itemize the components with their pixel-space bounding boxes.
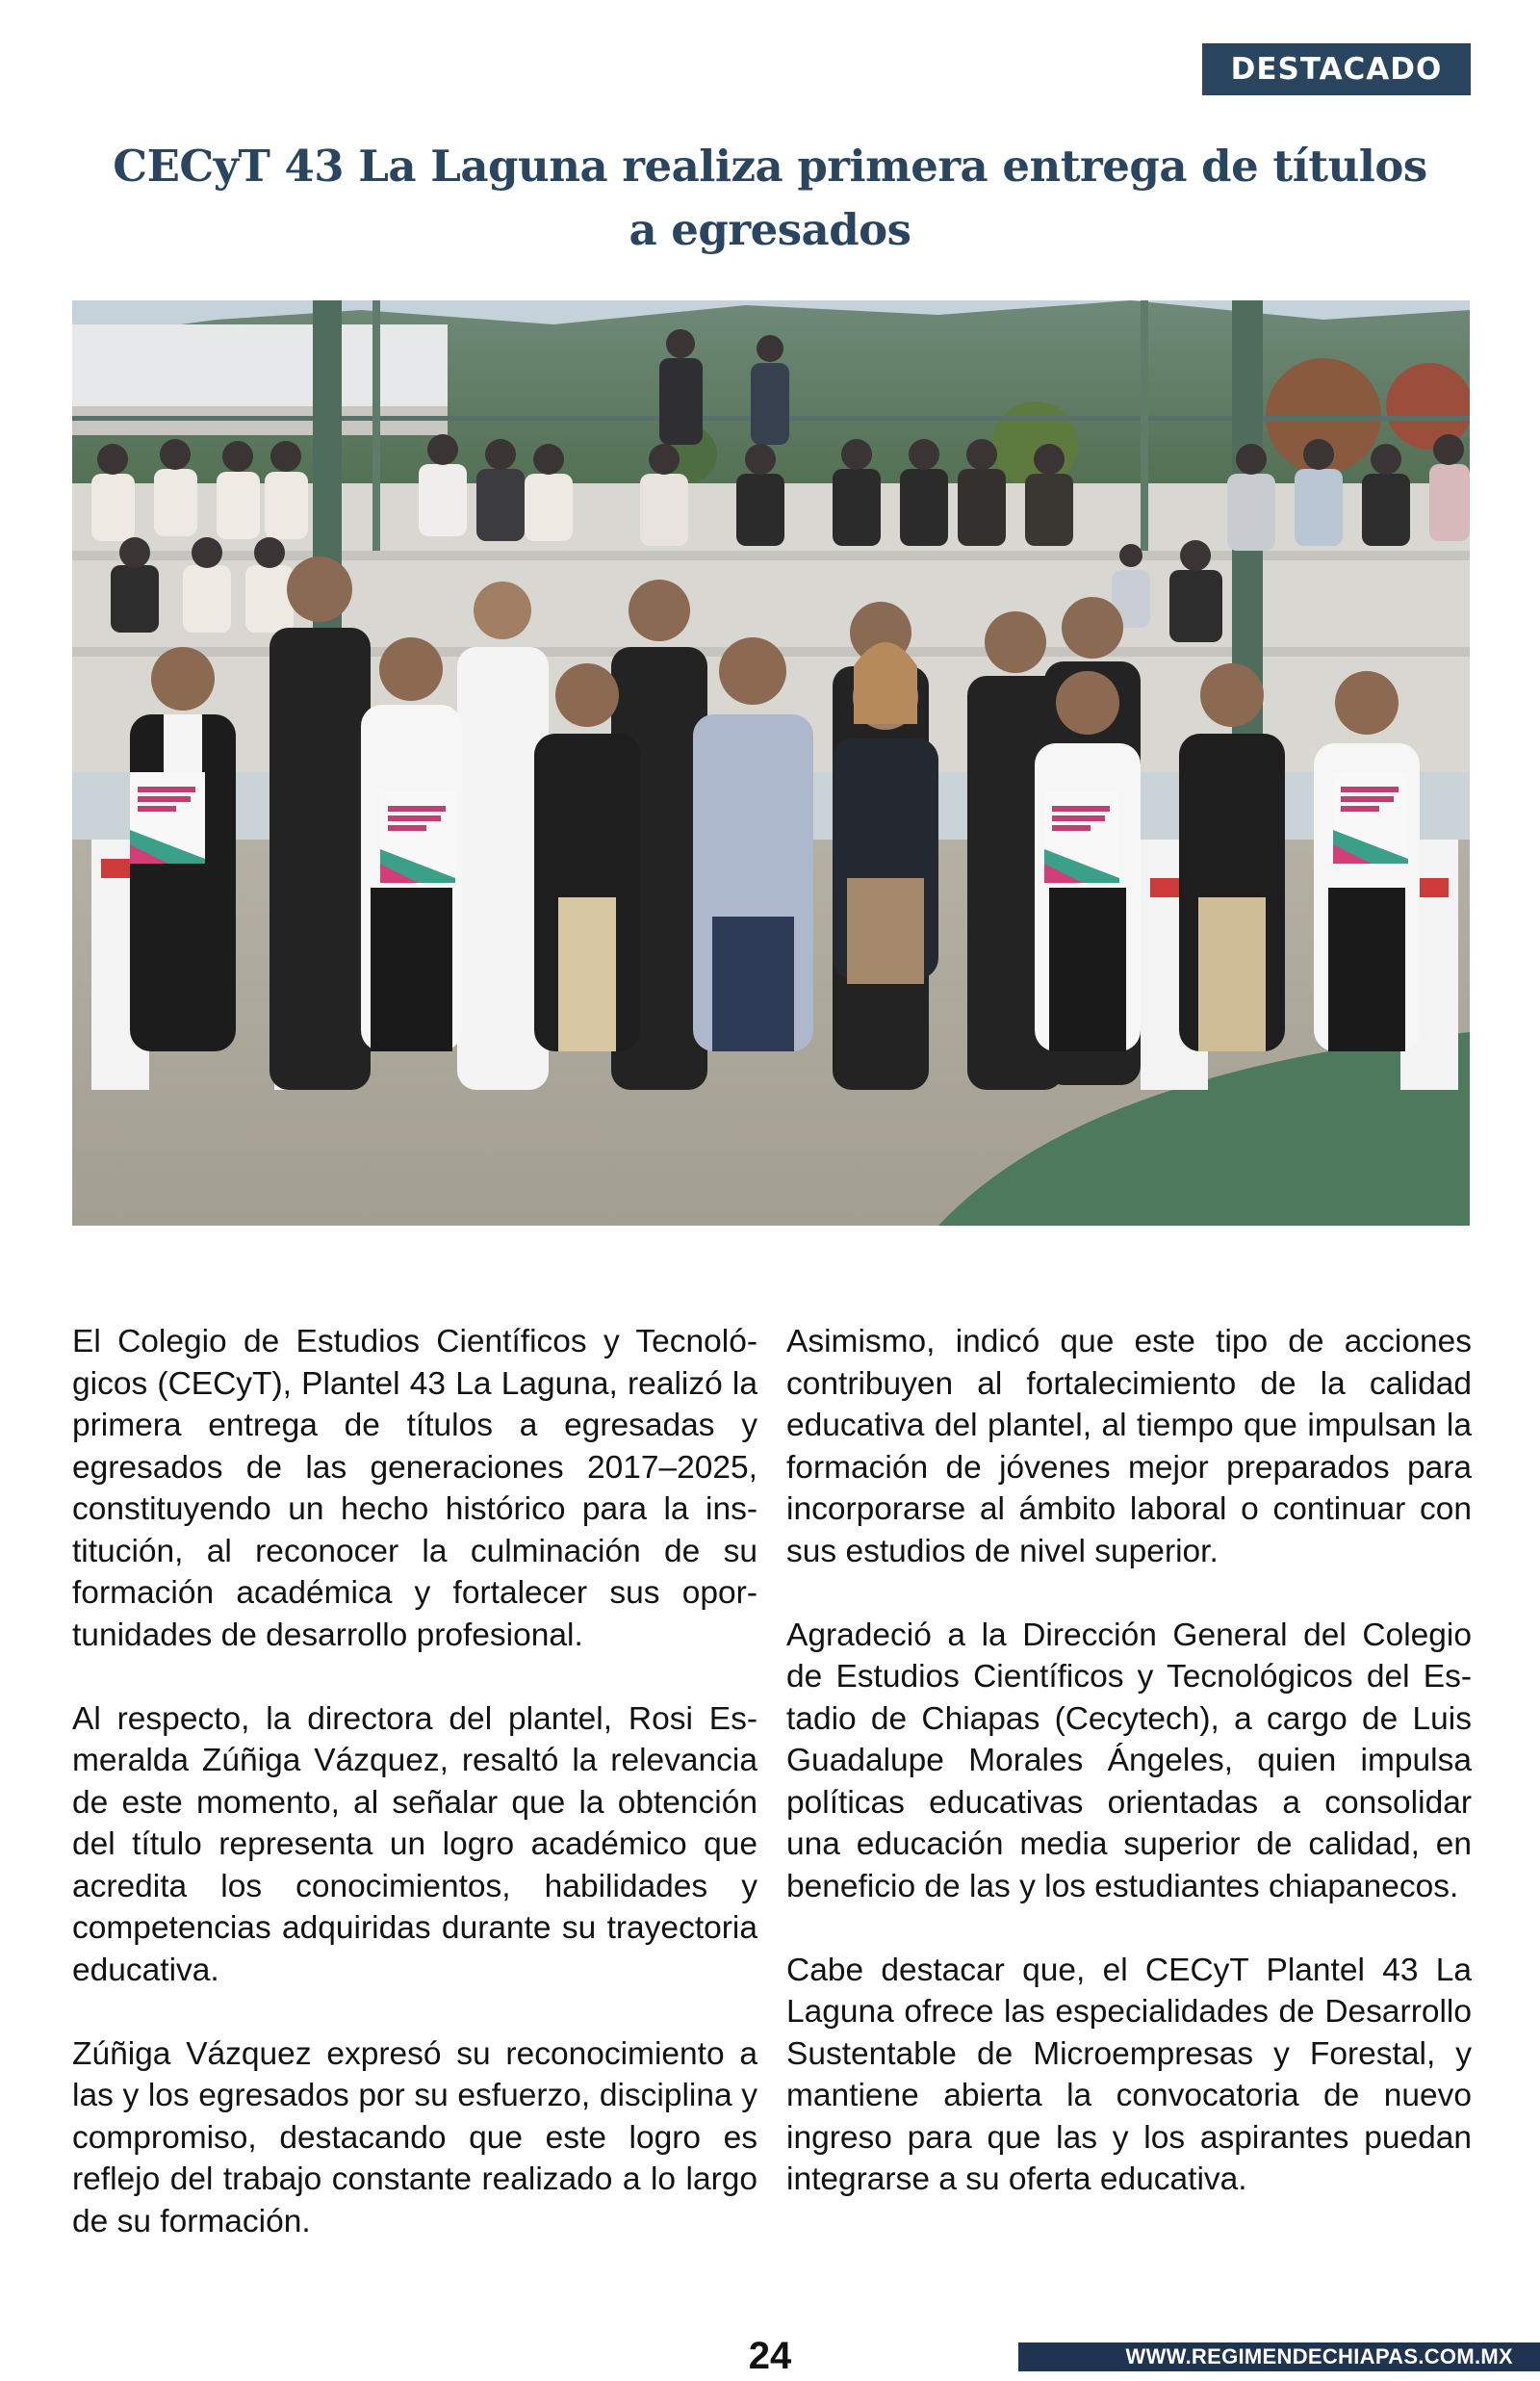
website-footer-bar [1018,2342,1540,2371]
section-badge [1202,43,1471,95]
article-paragraph: Cabe destacar que, el CECyT Plantel 43 La Laguna ofrece las especialidades de Desarrollo Sustentable de Microempresas y Forestal, y mantiene abierta la convocatoria de nuevo ingreso para que las y los aspirantes puedan integrarse a su oferta educativa. [786,1952,1472,2197]
article-column-right [786,1321,1472,2242]
group-photo-illustration [72,300,1470,1226]
article-paragraph: Zúñiga Vázquez expresó su reconocimiento a las y los egresados por su esfuerzo, disciplina y compromiso, destacando que este logro es reflejo del trabajo constante realizado a lo largo de su formación. [72,2035,757,2239]
page-number: 24 [748,2335,792,2377]
section-label: DESTACADO [1230,52,1443,87]
article-paragraph: Agradeció a la Dirección General del Colegio de Estudios Científicos y Tecnológicos del Estadio de Chiapas (Cecytech), a cargo de Luis Guadalupe Morales Ángeles, quien impulsa políticas educativas orientadas a consolidar una educación media superior de calidad, en beneficio de las y los estudiantes chiapanecos. [786,1617,1472,1904]
article-column-left [72,1321,757,2285]
website-link[interactable]: WWW.REGIMENDECHIAPAS.COM.MX [1125,2344,1513,2368]
article-paragraph: El Colegio de Estudios Científicos y Tecnológicos (CECyT), Plantel 43 La Laguna, realizó la primera entrega de títulos a egresadas y egresados de las generaciones 2017–2025, constituyendo un hecho histórico para la institución, al reconocer la culminación de su formación académica y fortalecer sus oportunidades de desarrollo profesional. [72,1324,757,1653]
article-headline: CECyT 43 La Laguna realiza primera entrega de títulos a egresados [113,141,1427,255]
roof-building [72,324,448,416]
article-paragraph: Al respecto, la directora del plantel, Rosi Esmeralda Zúñiga Vázquez, resaltó la relevancia de este momento, al señalar que la obtención del título representa un logro académico que acredita los conocimientos, habilidades y competencias adquiridas durante su trayectoria educativa. [72,1700,757,1988]
article-photo [72,300,1470,1226]
article-paragraph: Asimismo, indicó que este tipo de acciones contribuyen al fortalecimiento de la calidad educativa del plantel, al tiempo que impulsan la formación de jóvenes mejor preparados para incorporarse al ámbito laboral o continuar con sus estudios de nivel superior. [786,1324,1472,1569]
